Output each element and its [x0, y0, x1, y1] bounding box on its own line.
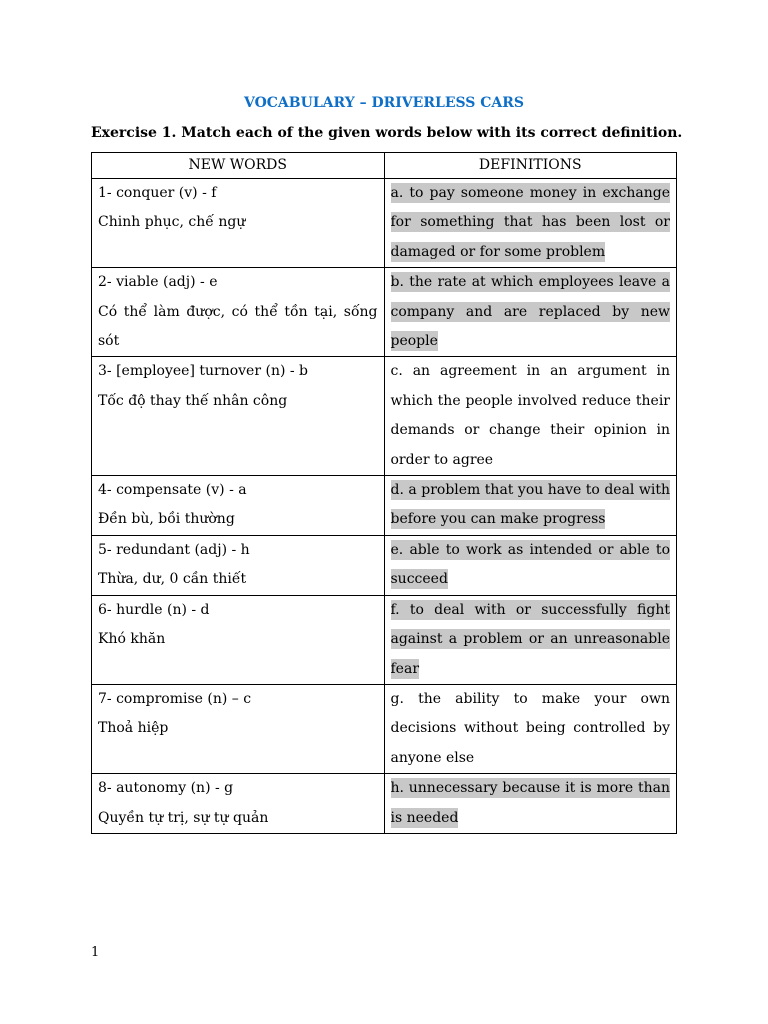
header-row: [92, 153, 677, 179]
vocabulary-term: 6- hurdle (n) - d: [98, 601, 210, 618]
definition-cell: [384, 476, 677, 536]
definition-text: c. an agreement in an argument in which the people involved reduce their demands or change their opinion in order to agree: [390, 363, 670, 468]
definition-text: a. to pay someone money in exchange for something that has been lost or damaged or for some problem: [390, 185, 670, 260]
definition-cell: [384, 179, 677, 268]
table-row: [92, 535, 677, 595]
table-row: [92, 774, 677, 834]
vietnamese-meaning: Có thể làm được, có thể tồn tại, sống sót: [98, 303, 378, 350]
vietnamese-meaning: Thừa, dư, 0 cần thiết: [98, 571, 247, 588]
vocabulary-term: 4- compensate (v) - a: [98, 482, 247, 499]
table-row: [92, 179, 677, 268]
table-row: [92, 268, 677, 357]
table-header: [92, 153, 677, 179]
vocabulary-table: [91, 152, 677, 834]
definition-cell: [384, 268, 677, 357]
header-definitions: DEFINITIONS: [384, 153, 677, 179]
vietnamese-meaning: Quyền tự trị, sự tự quản: [98, 809, 269, 826]
page-number: 1: [91, 945, 100, 960]
table-body: [92, 179, 677, 834]
definition-cell: [384, 357, 677, 476]
word-cell: [92, 268, 385, 357]
definition-cell: [384, 535, 677, 595]
header-new-words: NEW WORDS: [92, 153, 385, 179]
word-cell: [92, 774, 385, 834]
page-title: VOCABULARY – DRIVERLESS CARS: [243, 95, 525, 111]
vietnamese-meaning: Thoả hiệp: [98, 720, 169, 737]
vocabulary-term: 5- redundant (adj) - h: [98, 541, 250, 558]
definition-text: f. to deal with or successfully fight against a problem or an unreasonable fear: [390, 601, 670, 677]
table-row: [92, 595, 677, 684]
table-row: [92, 357, 677, 476]
exercise-instruction: Exercise 1. Match each of the given words below with its correct definition.: [91, 125, 683, 141]
vocabulary-term: 7- compromise (n) – c: [98, 690, 252, 707]
definition-cell: [384, 774, 677, 834]
definition-cell: [384, 684, 677, 773]
definition-text: g. the ability to make your own decisions without being controlled by anyone else: [390, 690, 670, 766]
word-cell: [92, 179, 385, 268]
table-row: [92, 476, 677, 536]
vietnamese-meaning: Đền bù, bồi thường: [98, 511, 235, 528]
definition-text: e. able to work as intended or able to succeed: [390, 541, 670, 588]
vietnamese-meaning: Chinh phục, chế ngự: [98, 214, 246, 231]
vocabulary-term: 8- autonomy (n) - g: [98, 780, 234, 797]
definition-text: d. a problem that you have to deal with before you can make progress: [390, 482, 670, 528]
definition-cell: [384, 595, 677, 684]
vocabulary-term: 1- conquer (v) - f: [98, 185, 217, 201]
word-cell: [92, 595, 385, 684]
vietnamese-meaning: Khó khăn: [98, 631, 166, 648]
word-cell: [92, 476, 385, 536]
word-cell: [92, 684, 385, 773]
vocabulary-term: 2- viable (adj) - e: [98, 274, 218, 291]
word-cell: [92, 357, 385, 476]
definition-text: h. unnecessary because it is more than is needed: [390, 780, 670, 826]
definition-text: b. the rate at which employees leave a company and are replaced by new people: [390, 274, 670, 350]
vietnamese-meaning: Tốc độ thay thế nhân công: [98, 392, 288, 409]
table-row: [92, 684, 677, 773]
vocabulary-term: 3- [employee] turnover (n) - b: [98, 363, 309, 380]
word-cell: [92, 535, 385, 595]
